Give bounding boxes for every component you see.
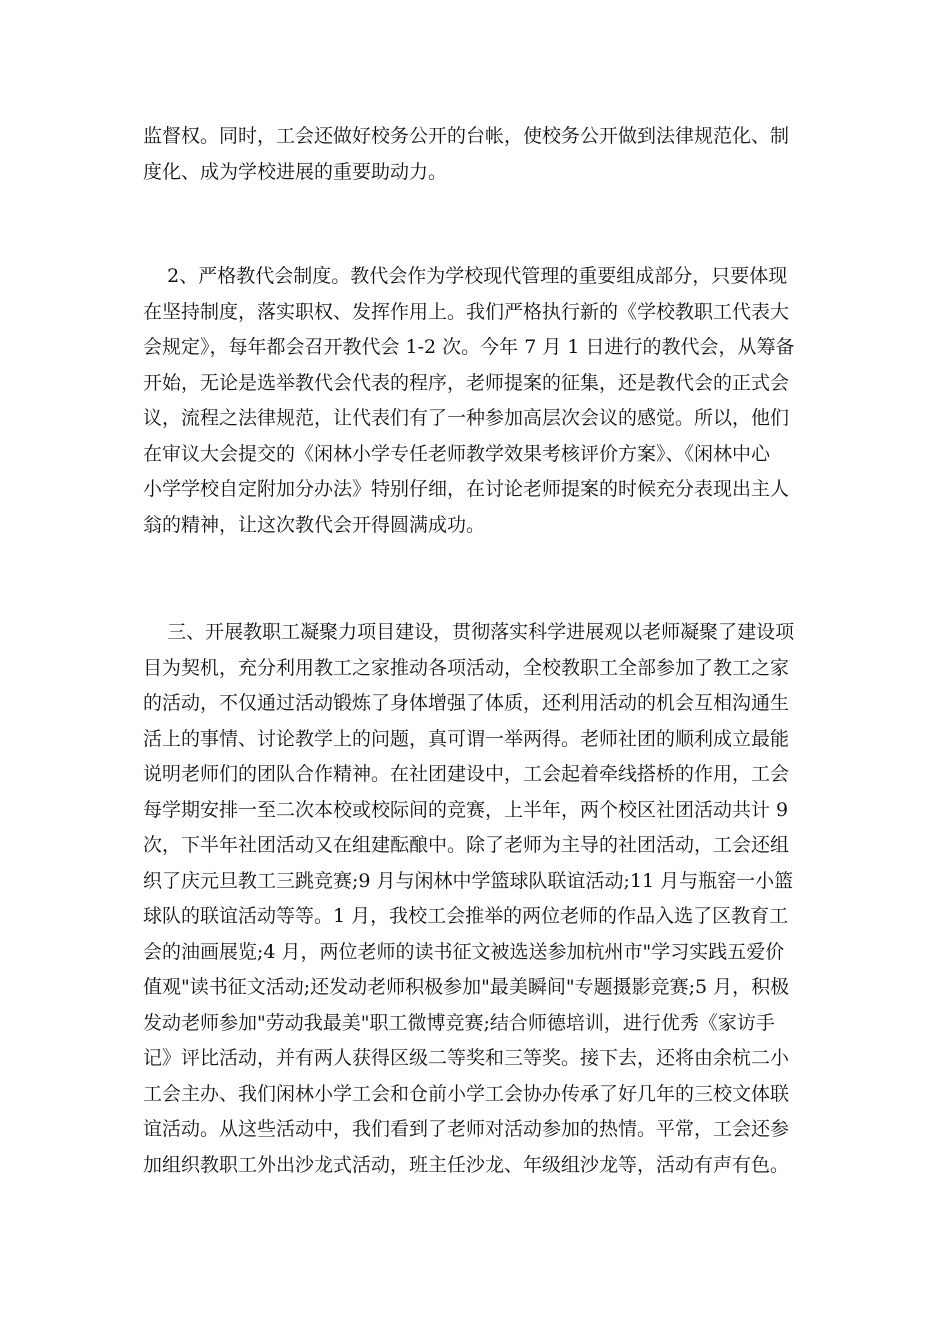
paragraph-line: 2、严格教代会制度。教代会作为学校现代管理的重要组成部分，只要体现 [143,265,788,287]
paragraph-line: 记》评比活动，并有两人获得区级二等奖和三等奖。接下去，还将由余杭二小 [143,1047,790,1069]
paragraph-line: 说明老师们的团队合作精神。在社团建设中，工会起着牵线搭桥的作用，工会 [143,763,790,785]
paragraph-line: 活上的事情、讨论教学上的问题，真可谓一举两得。老师社团的顺利成立最能 [143,727,790,750]
paragraph-line: 三、开展教职工凝聚力项目建设，贯彻落实科学进展观以老师凝聚了建设项 [143,621,795,643]
paragraph-line: 次，下半年社团活动又在组建酝酿中。除了老师为主导的社团活动，工会还组 [143,834,790,856]
paragraph-line: 球队的联谊活动等等。1 月，我校工会推举的两位老师的作品入选了区教育工 [143,905,789,927]
paragraph-line: 翁的精神，让这次教代会开得圆满成功。 [143,513,486,536]
paragraph-line: 监督权。同时，工会还做好校务公开的台帐，使校务公开做到法律规范化、制 [143,125,790,147]
paragraph-line: 会的油画展览;4 月，两位老师的读书征文被选送参加杭州市"学习实践五爱价 [143,940,785,963]
paragraph-line: 议，流程之法律规范，让代表们有了一种参加高层次会议的感觉。所以，他们 [143,407,790,429]
paragraph-line: 谊活动。从这些活动中，我们看到了老师对活动参加的热情。平常，工会还参 [143,1118,790,1140]
paragraph-line: 每学期安排一至二次本校或校际间的竞赛，上半年，两个校区社团活动共计 9 [143,798,789,821]
paragraph-line: 在审议大会提交的《闲林小学专任老师教学效果考核评价方案》、《闲林中心 [143,442,771,465]
paragraph-line: 小学学校自定附加分办法》特别仔细，在讨论老师提案的时候充分表现出主人 [143,478,790,500]
paragraph-line: 目为契机，充分利用教工之家推动各项活动，全校教职工全部参加了教工之家 [143,656,790,679]
paragraph-line: 加组织教职工外出沙龙式活动，班主任沙龙、年级组沙龙等，活动有声有色。 [143,1153,790,1176]
paragraph-line: 度化、成为学校进展的重要助动力。 [143,160,448,183]
paragraph-supervision [143,119,813,190]
paragraph-teacher-congress [143,259,813,543]
paragraph-cohesion-project [143,615,813,1183]
paragraph-line: 工会主办、我们闲林小学工会和仓前小学工会协办传承了好几年的三校文体联 [143,1082,790,1105]
paragraph-line: 织了庆元旦教工三跳竞赛;9 月与闲林中学篮球队联谊活动;11 月与瓶窑一小篮 [143,869,794,892]
paragraph-line: 开始，无论是选举教代会代表的程序，老师提案的征集，还是教代会的正式会 [143,371,790,394]
paragraph-line: 的活动，不仅通过活动锻炼了身体增强了体质，还利用活动的机会互相沟通生 [143,692,790,714]
paragraph-line: 在坚持制度，落实职权、发挥作用上。我们严格执行新的《学校教职工代表大 [143,300,790,323]
paragraph-line: 发动老师参加"劳动我最美"职工微博竞赛;结合师德培训，进行优秀《家访手 [143,1011,775,1034]
paragraph-line: 会规定》，每年都会召开教代会 1-2 次。今年 7 月 1 日进行的教代会，从筹备 [143,336,795,358]
paragraph-line: 值观"读书征文活动;还发动老师积极参加"最美瞬间"专题摄影竞赛;5 月，积极 [143,976,790,998]
